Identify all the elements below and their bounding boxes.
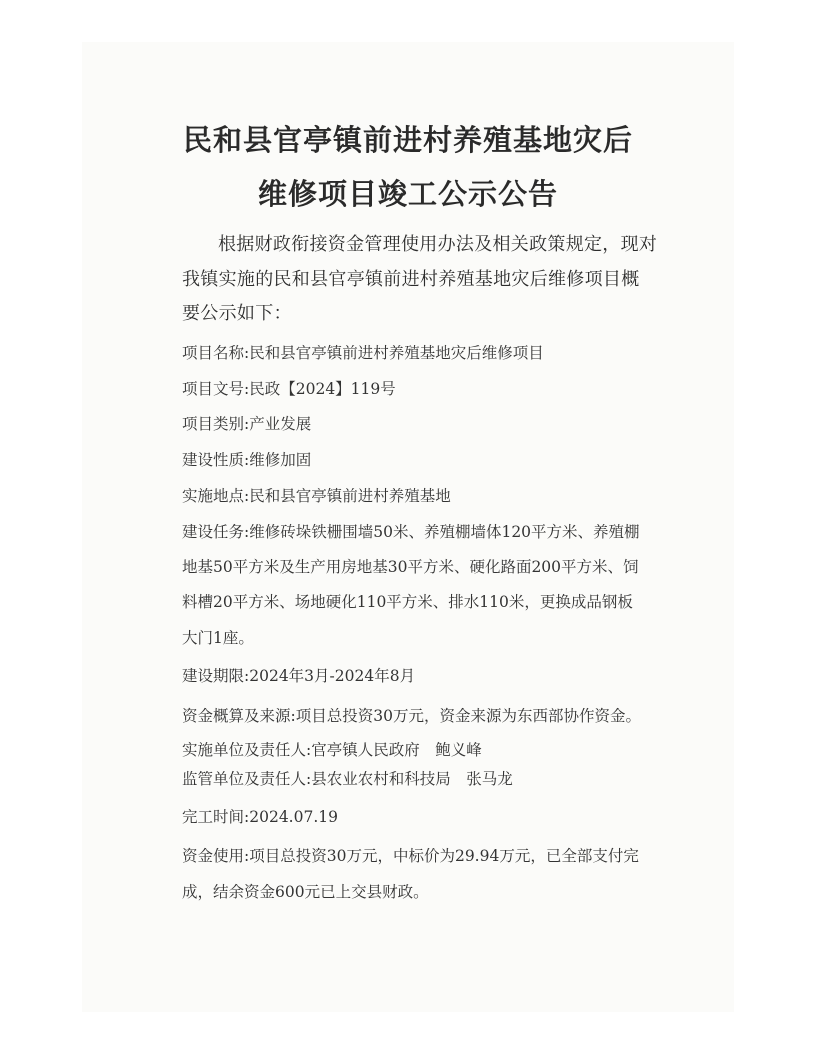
document-title-line-2: 维修项目竣工公示公告: [257, 177, 558, 211]
field-value: 项目总投资30万元，中标价为29.94万元，已全部支付完: [249, 847, 639, 865]
field-tasks-line-2: 地基50平方米及生产用房地基30平方米、硬化路面200平方米、饲: [182, 558, 639, 576]
field-value: 项目总投资30万元，资金来源为东西部协作资金。: [295, 707, 641, 725]
field-supervisor: [182, 767, 513, 789]
field-location: [182, 484, 451, 506]
field-tasks-line-4: 大门1座。: [182, 629, 254, 647]
field-value: 维修砖垛铁栅围墙50米、养殖棚墙体120平方米、养殖棚: [249, 523, 640, 541]
field-label: 项目名称:: [182, 344, 250, 362]
field-label: 建设期限:: [182, 667, 250, 685]
field-label: 资金概算及来源:: [182, 707, 296, 725]
field-value: 民和县官亭镇前进村养殖基地灾后维修项目: [249, 344, 544, 362]
field-label: 建设性质:: [182, 451, 250, 469]
intro-line-1: 根据财政衔接资金管理使用办法及相关政策规定，现对: [218, 234, 658, 255]
field-value: 维修加固: [249, 451, 312, 469]
field-label: 实施地点:: [182, 487, 250, 505]
field-period: [182, 664, 415, 686]
field-value: 官亭镇人民政府 鲍义峰: [311, 741, 482, 759]
field-label: 完工时间:: [182, 808, 250, 826]
field-value: 产业发展: [249, 415, 312, 433]
field-label: 项目文号:: [182, 380, 250, 398]
field-label: 建设任务:: [182, 523, 250, 541]
field-document-no: [182, 377, 396, 399]
field-value: 2024年3月-2024年8月: [249, 667, 416, 685]
field-completion: [182, 805, 338, 827]
field-label: 实施单位及责任人:: [182, 741, 312, 759]
field-value: 民和县官亭镇前进村养殖基地: [249, 487, 451, 505]
field-label: 监管单位及责任人:: [182, 770, 312, 788]
field-usage-line-2: 成，结余资金600元已上交县财政。: [182, 883, 429, 901]
field-usage: [182, 844, 639, 866]
field-funding: [182, 704, 641, 726]
field-nature: [182, 448, 311, 470]
field-tasks-line-3: 料槽20平方米、场地硬化110平方米、排水110米，更换成品钢板: [182, 593, 633, 611]
field-value: 县农业农村和科技局 张马龙: [311, 770, 513, 788]
field-implementer: [182, 738, 482, 760]
intro-line-2: 我镇实施的民和县官亭镇前进村养殖基地灾后维修项目概: [182, 269, 640, 290]
field-value: 2024.07.19: [249, 808, 338, 826]
field-value: 民政【2024】119号: [249, 380, 396, 398]
intro-line-3: 要公示如下：: [182, 303, 292, 324]
document-title-line-1: 民和县官亭镇前进村养殖基地灾后: [182, 123, 633, 157]
field-category: [182, 412, 311, 434]
field-tasks: [182, 520, 640, 542]
field-label: 资金使用:: [182, 847, 250, 865]
field-project-name: [182, 341, 544, 363]
field-label: 项目类别:: [182, 415, 250, 433]
